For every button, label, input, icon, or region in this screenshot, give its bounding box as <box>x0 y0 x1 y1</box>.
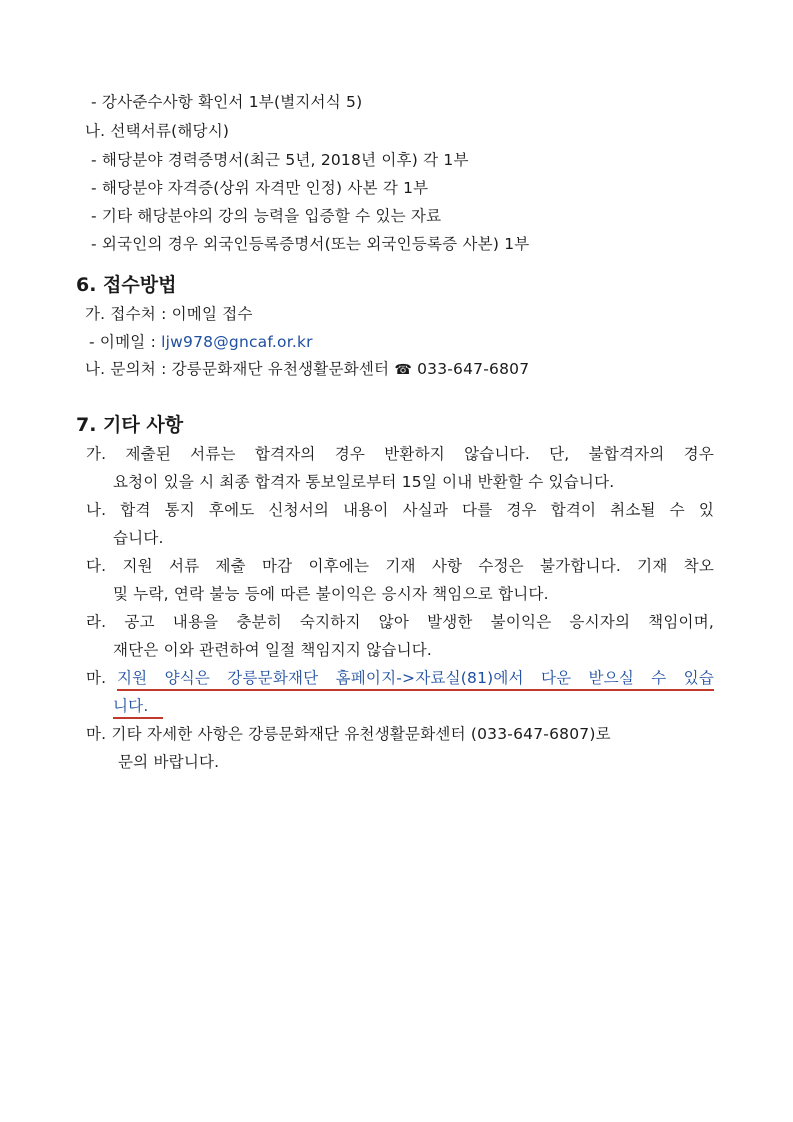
phone-number: 033-647-6807 <box>411 360 530 378</box>
form-download-link-line1[interactable]: 지원 양식은 강릉문화재단 홈페이지->자료실(81)에서 다운 받으실 수 있습 <box>117 669 714 687</box>
section-6-title: 6. 접수방법 <box>76 274 177 296</box>
optional-doc-teaching-evidence: - 기타 해당분야의 강의 능력을 입증할 수 있는 자료 <box>91 207 442 225</box>
inquiry-label: 나. 문의처 : 강릉문화재단 유천생활문화센터 <box>85 360 395 378</box>
section-6-ga-reception: 가. 접수처 : 이메일 접수 <box>85 305 253 323</box>
section-7-title: 7. 기타 사항 <box>76 414 184 436</box>
section-7-ga-line2: 요청이 있을 시 최종 합격자 통보일로부터 15일 이내 반환할 수 있습니다. <box>113 473 615 491</box>
phone-icon: ☎ <box>394 362 412 378</box>
section-7-da-line2: 및 누락, 연락 불능 등에 따른 불이익은 응시자 책임으로 합니다. <box>113 585 549 603</box>
section-7-ga-line1: 가. 제출된 서류는 합격자의 경우 반환하지 않습니다. 단, 불합격자의 경우 <box>86 445 714 463</box>
section-6-email-line <box>89 332 313 352</box>
section-6-na-inquiry <box>85 359 529 380</box>
optional-doc-foreigner-registration: - 외국인의 경우 외국인등록증명서(또는 외국인등록증 사본) 1부 <box>91 235 530 253</box>
section-7-ma2-line1: 마. 기타 자세한 사항은 강릉문화재단 유천생활문화센터 (033-647-6807)로 <box>86 725 611 743</box>
section-7-ma2-line2: 문의 바랍니다. <box>118 753 220 771</box>
required-doc-instructor-pledge: - 강사준수사항 확인서 1부(별지서식 5) <box>91 93 363 111</box>
link-underline <box>113 717 163 719</box>
optional-doc-career-certificate: - 해당분야 경력증명서(최근 5년, 2018년 이후) 각 1부 <box>91 151 469 169</box>
section-7-na-line1: 나. 합격 통지 후에도 신청서의 내용이 사실과 다를 경우 합격이 취소될 수 있 <box>86 501 714 519</box>
optional-docs-heading: 나. 선택서류(해당시) <box>85 122 230 140</box>
email-link[interactable]: ljw978@gncaf.or.kr <box>161 333 313 351</box>
section-7-da-line1: 다. 지원 서류 제출 마감 이후에는 기재 사항 수정은 불가합니다. 기재 착오 <box>86 557 714 575</box>
form-download-link-line2[interactable]: 니다. <box>113 697 149 715</box>
optional-doc-license-copy: - 해당분야 자격증(상위 자격만 인정) 사본 각 1부 <box>91 179 429 197</box>
section-7-ma-prefix: 마. <box>86 669 107 687</box>
section-7-ra-line2: 재단은 이와 관련하여 일절 책임지지 않습니다. <box>113 641 433 659</box>
email-label: - 이메일 : <box>89 333 162 351</box>
section-7-na-line2: 습니다. <box>113 529 164 547</box>
link-underline <box>117 689 714 691</box>
section-7-ra-line1: 라. 공고 내용을 충분히 숙지하지 않아 발생한 불이익은 응시자의 책임이며, <box>86 613 714 631</box>
